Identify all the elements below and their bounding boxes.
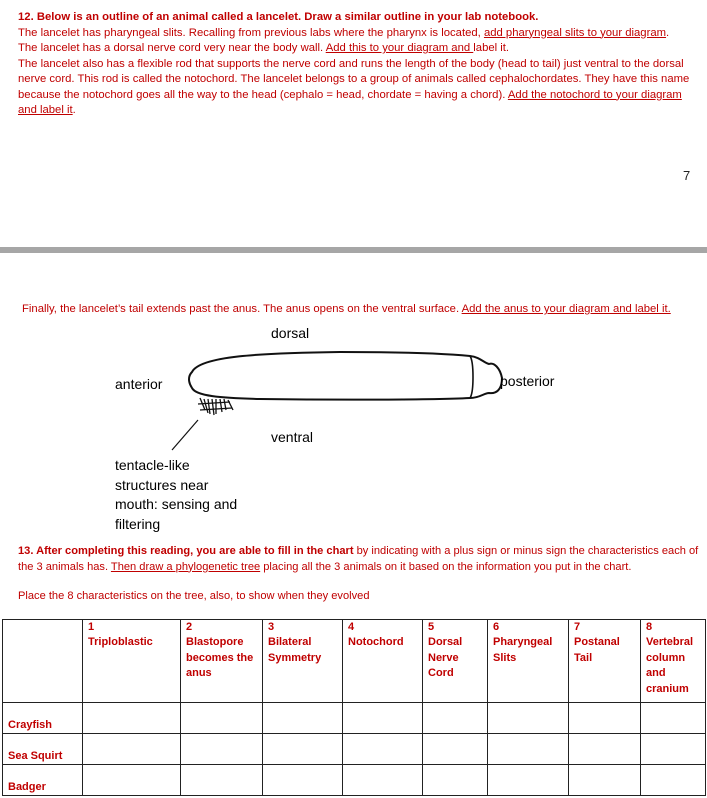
row-label-badger: Badger bbox=[3, 765, 83, 796]
table-cell[interactable] bbox=[343, 765, 423, 796]
header-col-5 bbox=[423, 620, 488, 703]
col-name: Dorsal Nerve Cord bbox=[428, 636, 463, 679]
table-cell[interactable] bbox=[343, 703, 423, 734]
table-row bbox=[3, 765, 706, 796]
place-instruction: Place the 8 characteristics on the tree, also, to show when they evolved bbox=[18, 590, 370, 602]
table-cell[interactable] bbox=[181, 765, 263, 796]
table-header-row bbox=[3, 620, 706, 703]
question-13 bbox=[18, 544, 707, 575]
characteristics-table bbox=[2, 619, 706, 796]
page-divider bbox=[0, 247, 707, 253]
table-row bbox=[3, 734, 706, 765]
q12-paragraph-1 bbox=[18, 26, 698, 42]
q12-paragraph-3 bbox=[18, 57, 698, 119]
q12-p1-text: The lancelet has pharyngeal slits. Recalling from previous labs where the pharynx is located, bbox=[18, 26, 484, 39]
finally-link: Add the anus to your diagram and label it. bbox=[461, 303, 671, 315]
col-number: 7 bbox=[574, 621, 581, 633]
table-cell[interactable] bbox=[569, 734, 641, 765]
lancelet-outline bbox=[189, 352, 502, 400]
q12-p3-text: The lancelet also has a flexible rod that supports the nerve cord and runs the length of the body (head to tail) just ventral to the dorsal nerve cord. This rod is called the notochord. The lancelet belongs to a group of animals called cephalochordates. They have this name because the notochord goes all the way to the head (cephalo = head, chordate = having a chord). bbox=[18, 57, 690, 101]
table-cell[interactable] bbox=[83, 734, 181, 765]
header-col-4 bbox=[343, 620, 423, 703]
header-col-3 bbox=[263, 620, 343, 703]
col-number: 4 bbox=[348, 621, 355, 633]
header-col-7 bbox=[569, 620, 641, 703]
label-tentacle: tentacle-like structures near mouth: sensing and filtering bbox=[115, 457, 238, 532]
table-cell[interactable] bbox=[181, 734, 263, 765]
page-mark: 7 bbox=[683, 168, 691, 183]
q13-link: Then draw a phylogenetic tree bbox=[110, 560, 261, 573]
col-name: Notochord bbox=[348, 636, 404, 648]
header-col-1 bbox=[83, 620, 181, 703]
table-cell[interactable] bbox=[641, 765, 706, 796]
col-name: Pharyngeal Slits bbox=[493, 636, 553, 664]
table-cell[interactable] bbox=[423, 734, 488, 765]
q12-p2-link: Add this to your diagram and bbox=[325, 42, 474, 54]
header-col-2 bbox=[181, 620, 263, 703]
table-cell[interactable] bbox=[488, 765, 569, 796]
q13-text: by indicating with a plus sign or minus sign the characteristics each of the 3 animals has. bbox=[18, 545, 699, 573]
table-cell[interactable] bbox=[569, 765, 641, 796]
q13-bold: 13. After completing this reading, you are able to fill in the chart bbox=[18, 545, 354, 557]
table-cell[interactable] bbox=[488, 703, 569, 734]
q12-p1-end: . bbox=[666, 26, 670, 39]
table-row bbox=[3, 703, 706, 734]
col-number: 2 bbox=[186, 621, 193, 633]
col-number: 8 bbox=[646, 621, 653, 633]
label-anterior: anterior bbox=[115, 376, 163, 392]
table-cell[interactable] bbox=[488, 734, 569, 765]
q12-p1-link: add pharyngeal slits to your diagram bbox=[483, 26, 667, 39]
table-cell[interactable] bbox=[423, 765, 488, 796]
table-cell[interactable] bbox=[263, 765, 343, 796]
table-cell[interactable] bbox=[181, 703, 263, 734]
header-col-6 bbox=[488, 620, 569, 703]
table-cell[interactable] bbox=[83, 703, 181, 734]
row-label-sea-squirt: Sea Squirt bbox=[3, 734, 83, 765]
col-name: Bilateral Symmetry bbox=[268, 636, 322, 664]
q12-paragraph-2 bbox=[18, 41, 698, 57]
header-corner bbox=[3, 620, 83, 703]
table-cell[interactable] bbox=[263, 703, 343, 734]
label-dorsal: dorsal bbox=[271, 325, 310, 341]
col-number: 1 bbox=[88, 621, 95, 633]
tentacle-pointer-line bbox=[172, 420, 198, 450]
q13-paragraph bbox=[18, 544, 707, 575]
header-col-8 bbox=[641, 620, 706, 703]
question-12 bbox=[18, 10, 698, 119]
q12-p3-end: . bbox=[72, 104, 76, 116]
q12-p2-text: The lancelet has a dorsal nerve cord very near the body wall. bbox=[18, 42, 326, 54]
table-cell[interactable] bbox=[263, 734, 343, 765]
lancelet-tail-notch bbox=[470, 356, 473, 398]
q12-p2-end: label it. bbox=[473, 42, 510, 54]
table-cell[interactable] bbox=[641, 734, 706, 765]
col-name: Postanal Tail bbox=[574, 636, 620, 664]
table-cell[interactable] bbox=[343, 734, 423, 765]
label-ventral: ventral bbox=[271, 429, 314, 445]
col-name: Triploblastic bbox=[88, 636, 153, 648]
table-cell[interactable] bbox=[83, 765, 181, 796]
tentacle-structures bbox=[198, 398, 233, 415]
table-cell[interactable] bbox=[641, 703, 706, 734]
table-cell[interactable] bbox=[569, 703, 641, 734]
q12-p3-link: Add the notochord to your diagram and label it bbox=[18, 88, 682, 116]
col-number: 6 bbox=[493, 621, 500, 633]
q12-heading: 12. Below is an outline of an animal called a lancelet. Draw a similar outline in your lab notebook. bbox=[18, 11, 539, 23]
finally-instruction bbox=[22, 303, 671, 315]
finally-text: Finally, the lancelet’s tail extends past the anus. The anus opens on the ventral surface. bbox=[22, 303, 462, 315]
q13-text-2: placing all the 3 animals on it based on the information you put in the chart. bbox=[260, 560, 632, 573]
col-name: Vertebral column and cranium bbox=[646, 636, 694, 695]
row-label-crayfish: Crayfish bbox=[3, 703, 83, 734]
table-cell[interactable] bbox=[423, 703, 488, 734]
col-name: Blastopore becomes the anus bbox=[186, 636, 254, 679]
col-number: 3 bbox=[268, 621, 275, 633]
label-posterior: posterior bbox=[500, 373, 555, 389]
col-number: 5 bbox=[428, 621, 435, 633]
